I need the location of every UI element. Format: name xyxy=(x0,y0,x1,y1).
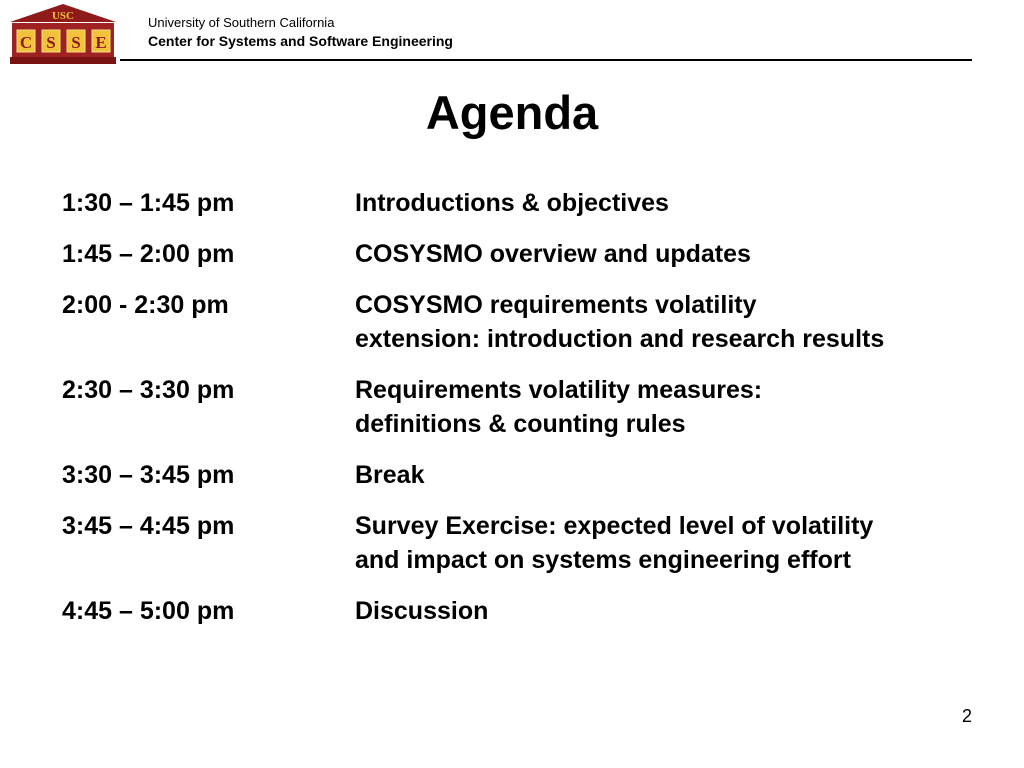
logo-tile-s2 xyxy=(67,30,85,52)
agenda-list xyxy=(62,186,1012,645)
svg-text:E: E xyxy=(95,33,107,52)
agenda-topic: Break xyxy=(355,461,425,489)
university-name: University of Southern California xyxy=(148,15,335,30)
agenda-time: 2:30 – 3:30 pm xyxy=(62,376,235,404)
slide-title: Agenda xyxy=(425,86,599,139)
agenda-time: 1:45 – 2:00 pm xyxy=(62,240,235,268)
agenda-item xyxy=(62,509,1012,577)
agenda-item xyxy=(62,237,1012,271)
agenda-time: 2:00 - 2:30 pm xyxy=(62,291,229,319)
agenda-time: 3:30 – 3:45 pm xyxy=(62,461,235,489)
logo-tile-c xyxy=(17,30,35,52)
logo-top-text: USC xyxy=(51,10,75,22)
agenda-topic: COSYSMO requirements volatility extension: introduction and research results xyxy=(355,291,885,353)
agenda-topic: Requirements volatility measures: definitions & counting rules xyxy=(355,376,763,438)
page-number: 2 xyxy=(961,706,972,726)
agenda-item xyxy=(62,594,1012,628)
agenda-topic: Survey Exercise: expected level of volatility and impact on systems engineering effort xyxy=(355,512,874,574)
agenda-time: 3:45 – 4:45 pm xyxy=(62,512,235,540)
svg-text:S: S xyxy=(71,33,81,52)
logo-tile-s1 xyxy=(42,30,60,52)
header-divider xyxy=(120,59,972,61)
logo-tile-e xyxy=(92,30,110,52)
agenda-item xyxy=(62,458,1012,492)
svg-text:S: S xyxy=(46,33,56,52)
department-name: Center for Systems and Software Engineering xyxy=(148,33,453,49)
organization-header xyxy=(148,14,453,50)
agenda-topic: Introductions & objectives xyxy=(355,189,669,217)
svg-text:C: C xyxy=(19,33,33,52)
agenda-item xyxy=(62,288,1012,356)
logo-base xyxy=(10,57,116,64)
agenda-topic: Discussion xyxy=(355,597,489,625)
agenda-item xyxy=(62,373,1012,441)
csse-logo xyxy=(8,4,118,66)
agenda-topic: COSYSMO overview and updates xyxy=(355,240,751,268)
agenda-time: 1:30 – 1:45 pm xyxy=(62,189,235,217)
agenda-time: 4:45 – 5:00 pm xyxy=(62,597,235,625)
agenda-item xyxy=(62,186,1012,220)
